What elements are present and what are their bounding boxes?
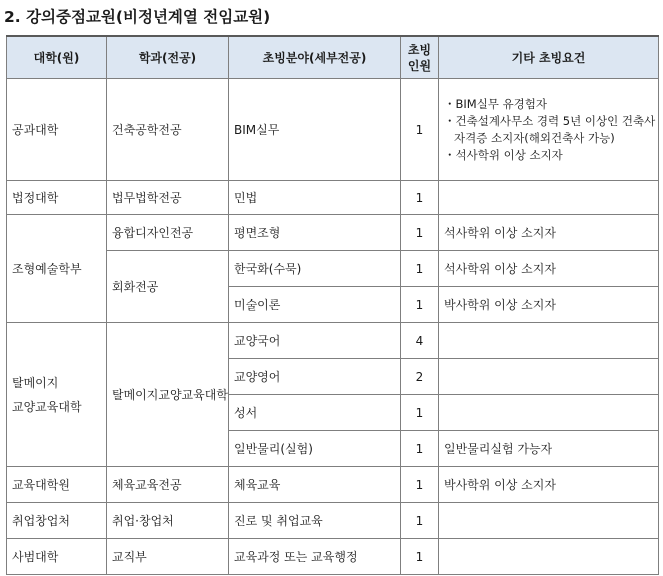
cell-university: 법정대학 [7, 181, 107, 215]
table-header-row [7, 36, 659, 79]
cell-requirements [439, 323, 659, 359]
cell-department: 융합디자인전공 [107, 215, 229, 251]
header-department: 학과(전공) [107, 36, 229, 79]
cell-university: 공과대학 [7, 79, 107, 181]
cell-field: 체육교육 [229, 467, 401, 503]
header-count-text: 초빙 인원 [407, 42, 432, 73]
cell-department: 취업·창업처 [107, 503, 229, 539]
cell-field: 평면조형 [229, 215, 401, 251]
cell-requirements [439, 503, 659, 539]
cell-count: 1 [401, 539, 439, 575]
cell-department: 회화전공 [107, 251, 229, 323]
cell-university: 조형예술학부 [7, 215, 107, 323]
table-row [7, 539, 659, 575]
requirement-item: ・BIM실무 유경험자 [444, 96, 548, 111]
cell-field: 교양영어 [229, 359, 401, 395]
cell-count: 1 [401, 181, 439, 215]
cell-count: 1 [401, 79, 439, 181]
cell-university: 취업창업처 [7, 503, 107, 539]
cell-requirements [439, 79, 659, 181]
table-row [7, 215, 659, 251]
cell-requirements [439, 539, 659, 575]
requirement-item: ・석사학위 이상 소지자 [444, 147, 563, 162]
cell-requirements: 석사학위 이상 소지자 [439, 215, 659, 251]
cell-university [7, 323, 107, 467]
cell-count: 1 [401, 251, 439, 287]
cell-department: 법무법학전공 [107, 181, 229, 215]
cell-department: 교직부 [107, 539, 229, 575]
cell-requirements [439, 359, 659, 395]
cell-count: 1 [401, 431, 439, 467]
cell-field: 한국화(수묵) [229, 251, 401, 287]
cell-field: BIM실무 [229, 79, 401, 181]
requirements-list [444, 96, 658, 164]
cell-field: 일반물리(실험) [229, 431, 401, 467]
recruitment-table [6, 35, 659, 575]
requirement-item: ・건축설계사무소 경력 5년 이상인 건축사 자격증 소지자(해외건축사 가능) [444, 113, 656, 145]
table-row [7, 79, 659, 181]
table-row [7, 181, 659, 215]
cell-requirements: 일반물리실험 가능자 [439, 431, 659, 467]
table-row [7, 467, 659, 503]
cell-count: 1 [401, 503, 439, 539]
cell-university: 사범대학 [7, 539, 107, 575]
cell-requirements: 석사학위 이상 소지자 [439, 251, 659, 287]
table-row [7, 323, 659, 359]
header-count [401, 36, 439, 79]
cell-department: 체육교육전공 [107, 467, 229, 503]
cell-field: 교육과정 또는 교육행정 [229, 539, 401, 575]
cell-field: 성서 [229, 395, 401, 431]
cell-requirements [439, 395, 659, 431]
cell-field: 진로 및 취업교육 [229, 503, 401, 539]
header-field: 초빙분야(세부전공) [229, 36, 401, 79]
cell-department: 탈메이지교양교육대학 [107, 323, 229, 467]
cell-count: 1 [401, 215, 439, 251]
cell-count: 4 [401, 323, 439, 359]
cell-university-text: 탈메이지 교양교육대학 [12, 375, 82, 414]
cell-count: 1 [401, 395, 439, 431]
header-requirements: 기타 초빙요건 [439, 36, 659, 79]
cell-field: 민법 [229, 181, 401, 215]
cell-requirements [439, 181, 659, 215]
table-row [7, 503, 659, 539]
cell-field: 교양국어 [229, 323, 401, 359]
section-heading: 2. 강의중점교원(비정년계열 전임교원) [4, 8, 271, 26]
cell-count: 1 [401, 287, 439, 323]
cell-requirements: 박사학위 이상 소지자 [439, 287, 659, 323]
cell-university: 교육대학원 [7, 467, 107, 503]
cell-count: 2 [401, 359, 439, 395]
cell-department: 건축공학전공 [107, 79, 229, 181]
cell-count: 1 [401, 467, 439, 503]
header-university: 대학(원) [7, 36, 107, 79]
cell-field: 미술이론 [229, 287, 401, 323]
cell-requirements: 박사학위 이상 소지자 [439, 467, 659, 503]
